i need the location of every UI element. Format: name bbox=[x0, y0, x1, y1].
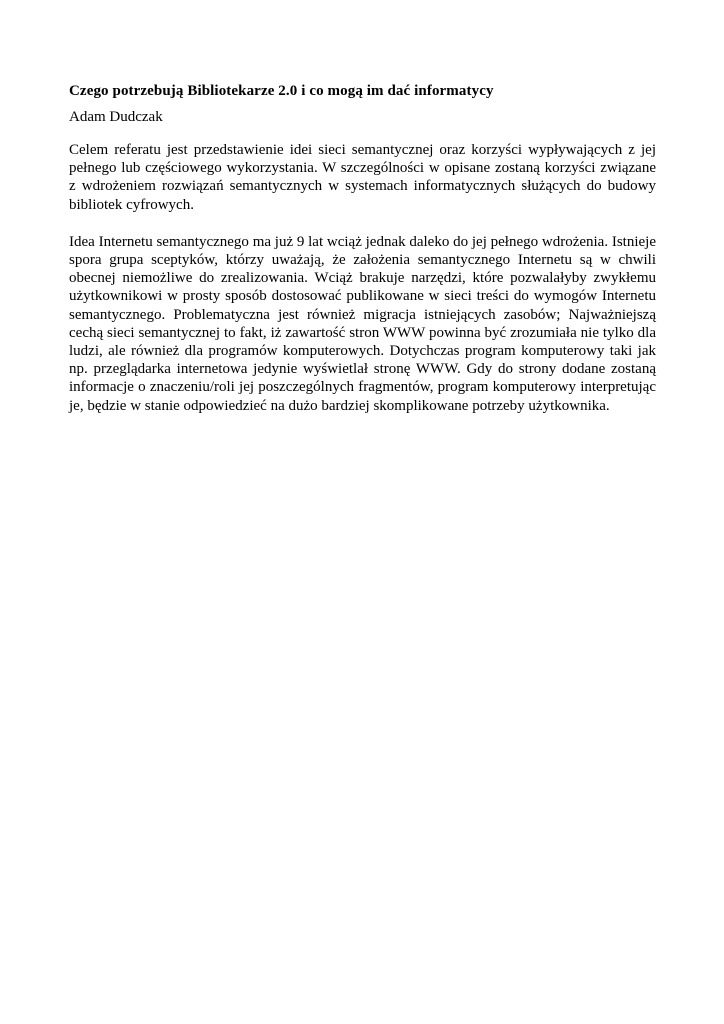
document-body bbox=[69, 80, 656, 415]
paragraph-semantic-web: Idea Internetu semantycznego ma już 9 lat wciąż jednak daleko do jej pełnego wdrożenia. Istnieje spora grupa sceptyków, którzy uważają, że założenia semantycznego Internetu są w chwili obecnej niemożliwe do zrealizowania. Wciąż brakuje narzędzi, które pozwalałyby zwykłemu użytkownikowi w prosty sposób dostosować publikowane w sieci treści do wymogów Internetu semantycznego. Problematyczna jest również migracja istniejących zasobów; Najważniejszą cechą sieci semantycznej to fakt, iż zawartość stron WWW powinna być zrozumiała nie tylko dla ludzi, ale również dla programów komputerowych. Dotychczas program komputerowy taki jak np. przeglądarka internetowa jedynie wyświetlał stronę WWW. Gdy do strony dodane zostaną informacje o znaczeniu/roli jej poszczególnych fragmentów, program komputerowy interpretując je, będzie w stanie odpowiedzieć na dużo bardziej skomplikowane potrzeby użytkownika. bbox=[69, 233, 656, 414]
document-title: Czego potrzebują Bibliotekarze 2.0 i co mogą im dać informatycy bbox=[69, 83, 494, 99]
paragraph-abstract: Celem referatu jest przedstawienie idei sieci semantycznej oraz korzyści wypływających z jej pełnego lub częściowego wykorzystania. W szczególności w opisane zostaną korzyści związane z wdrożeniem rozwiązań semantycznych w systemach informatycznych służących do budowy bibliotek cyfrowych. bbox=[69, 142, 656, 213]
document-author: Adam Dudczak bbox=[69, 109, 163, 125]
